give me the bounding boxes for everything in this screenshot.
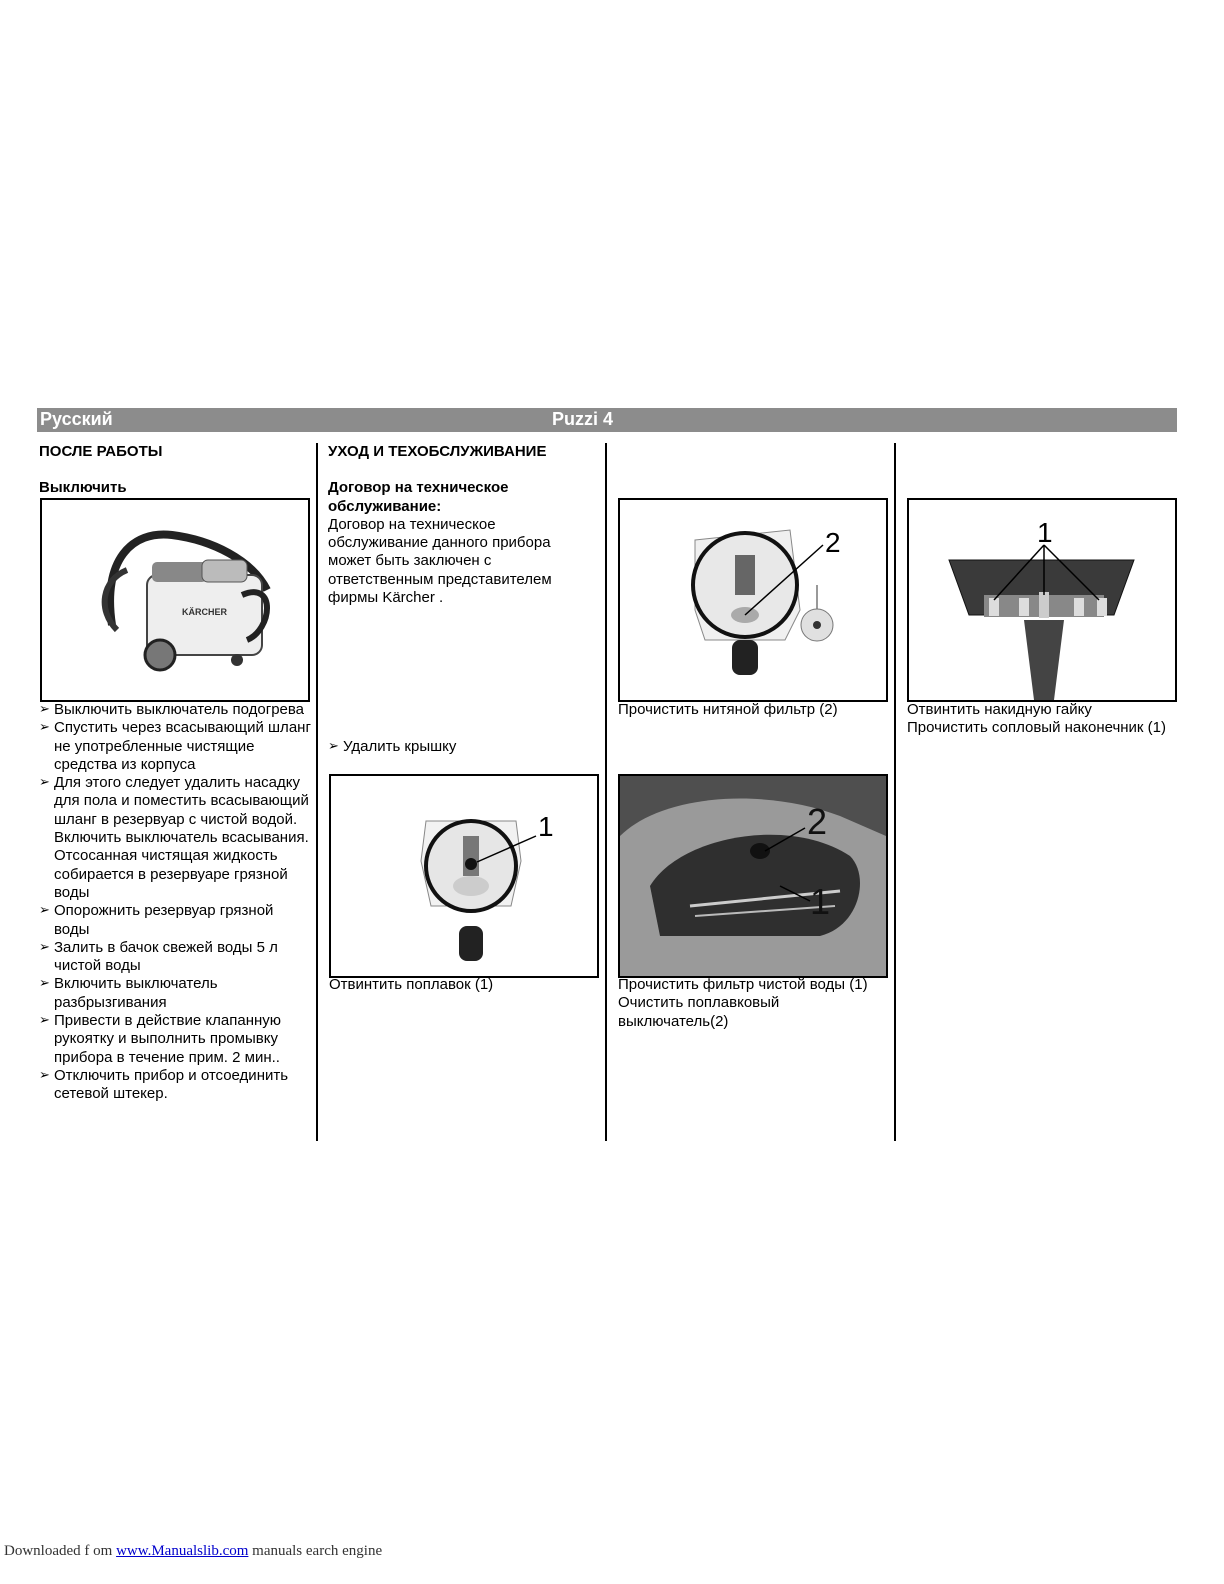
step-item: ➢ Включить выключатель разбрызгивания [39, 975, 311, 1012]
contract-text: Договор на техническое обслуживание данного прибора может быть заключен с ответственным представителем фирмы Kärcher . [328, 515, 552, 607]
clean-water-filter-illustration [620, 776, 886, 976]
column-maintenance [328, 443, 593, 607]
header-bar [37, 408, 1177, 432]
section-title-after-work: ПОСЛЕ РАБОТЫ [39, 443, 163, 460]
nozzle-illustration [909, 500, 1175, 700]
footer-link[interactable]: www.Manualslib.com [116, 1543, 249, 1559]
caption-clean-filter [618, 976, 888, 1031]
step-item: ➢ Спустить через всасывающий шланг не употребленные чистящие средства из корпуса [39, 719, 311, 774]
footer [4, 1543, 382, 1560]
column-divider [316, 443, 318, 1141]
caption-nozzle-line2: Прочистить сопловый наконечник (1) [907, 719, 1166, 737]
contract-heading: Договор на техническое обслуживание: [328, 479, 509, 515]
caption-clean-filter-line1: Прочистить фильтр чистой воды (1) [618, 976, 868, 993]
photo-nozzle [907, 498, 1177, 702]
column-divider [894, 443, 896, 1141]
section-title-maintenance: УХОД И ТЕХОБСЛУЖИВАНИЕ [328, 443, 547, 460]
photo-puzzi-machine [40, 498, 310, 702]
caption-clean-filter-line2: Очистить поплавковый выключатель(2) [618, 994, 780, 1030]
caption-nozzle-line1: Отвинтить накидную гайку [907, 701, 1092, 718]
step-item: ➢ Залить в бачок свежей воды 5 л чистой воды [39, 939, 311, 976]
step-remove-cover: ➢ Удалить крышку [328, 738, 593, 756]
column-after-work [39, 443, 309, 498]
caption-float: Отвинтить поплавок (1) [329, 976, 494, 993]
callout-1: 1 [538, 811, 554, 842]
callout-2-top: 2 [825, 527, 841, 558]
callout-1-bottom: 1 [810, 881, 831, 922]
steps-list [328, 738, 593, 756]
header-language: Русский [40, 409, 113, 429]
steps-list [39, 701, 311, 1104]
puzzi-machine-illustration [42, 500, 308, 700]
step-remove-cover-block [328, 738, 593, 756]
footer-prefix: Downloaded f om [4, 1543, 117, 1559]
step-item: ➢ Привести в действие клапанную рукоятку и выполнить промывку прибора в течение прим. 2 мин.. [39, 1012, 311, 1067]
step-item: ➢ Для этого следует удалить насадку для пола и поместить всасывающий шланг в резервуар с чистой водой. Включить выключатель всасывания. Отсосанная чистящая жидкость собирается в резервуаре грязной воды [39, 774, 311, 902]
photo-thread-filter [618, 498, 888, 702]
column-divider [605, 443, 607, 1141]
float-illustration [331, 776, 597, 976]
caption-nozzle [907, 701, 1177, 738]
photo-clean-water-filter [618, 774, 888, 978]
karcher-logo-text: KÄRCHER [182, 607, 227, 617]
step-item: ➢ Опорожнить резервуар грязной воды [39, 902, 311, 939]
column-after-work-steps [39, 701, 311, 1104]
step-item: ➢ Отключить прибор и отсоединить сетевой штекер. [39, 1067, 311, 1104]
photo-float [329, 774, 599, 978]
subsection-switch-off: Выключить [39, 479, 127, 497]
callout-2-bottom: 2 [807, 801, 828, 842]
callout-1-nozzle: 1 [1037, 517, 1053, 548]
caption-thread-filter: Прочистить нитяной фильтр (2) [618, 701, 838, 718]
footer-suffix: manuals earch engine [248, 1543, 383, 1559]
thread-filter-illustration [620, 500, 886, 700]
header-model: Puzzi 4 [552, 409, 614, 429]
step-item: ➢ Выключить выключатель подогрева [39, 701, 311, 719]
